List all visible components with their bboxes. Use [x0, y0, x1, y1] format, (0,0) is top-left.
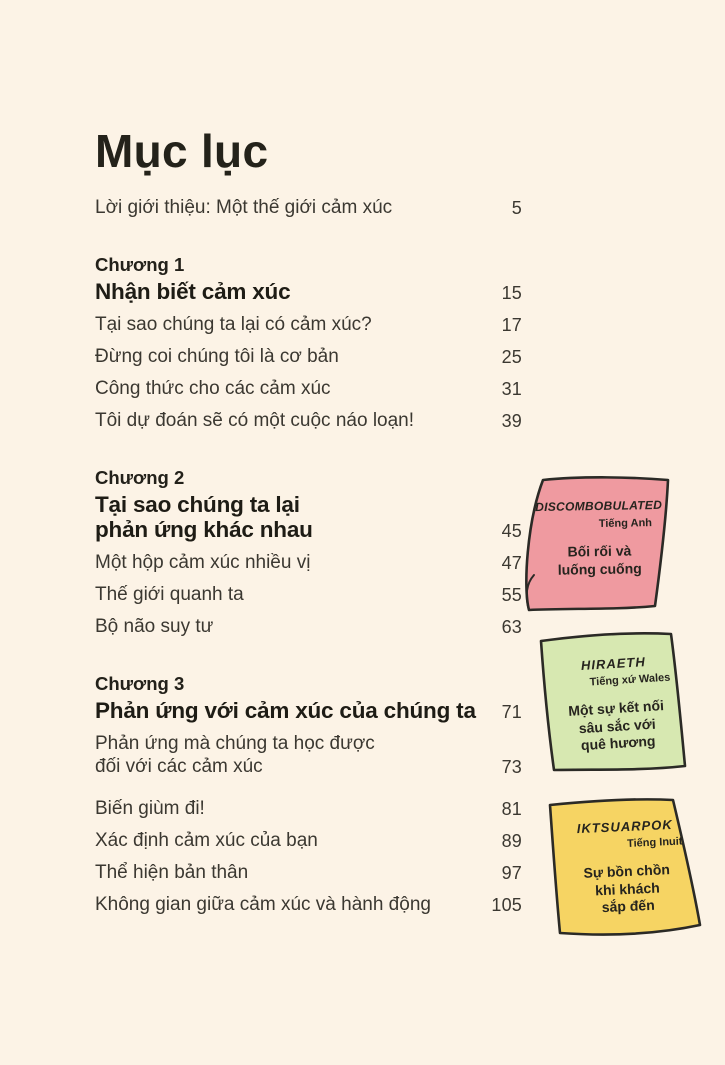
chapter-page-number: 45	[501, 521, 522, 541]
intro-label: Lời giới thiệu: Một thế giới cảm xúc	[95, 197, 393, 218]
entry-page-number: 31	[501, 379, 522, 399]
sticky-note-meaning: Một sự kết nối sâu sắc với quê hương	[567, 697, 665, 754]
toc-entry	[95, 615, 522, 638]
toc-entry	[95, 345, 522, 368]
sticky-note-word: DISCOMBOBULATED	[535, 497, 663, 515]
toc-entry	[95, 829, 522, 852]
entry-label: Biến giùm đi!	[95, 798, 205, 819]
toc-entry	[95, 551, 522, 574]
sticky-note-content	[548, 792, 703, 919]
entry-label: Công thức cho các cảm xúc	[95, 378, 331, 399]
entry-page-number: 55	[501, 585, 522, 605]
entry-label: Tôi dự đoán sẽ có một cuộc náo loạn!	[95, 410, 415, 431]
chapter-label: Chương 3	[95, 673, 185, 694]
chapter-title-row	[95, 698, 522, 723]
entry-page-number: 47	[501, 553, 522, 573]
entry-label: Không gian giữa cảm xúc và hành động	[95, 894, 431, 915]
chapter-title-line: phản ứng khác nhau	[95, 517, 313, 542]
entry-label: Thể hiện bản thân	[95, 862, 249, 883]
entry-page-number: 81	[501, 799, 522, 819]
entry-page-number: 17	[501, 315, 522, 335]
sticky-note-word: IKTSUARPOK	[576, 816, 673, 837]
chapter-page-number: 71	[501, 702, 522, 722]
entry-label-line: đối với các cảm xúc	[95, 756, 263, 777]
entry-page-number: 63	[501, 617, 522, 637]
entry-page-number: 97	[501, 863, 522, 883]
sticky-note-language: Tiếng Inuit	[626, 835, 683, 850]
chapter-label: Chương 2	[95, 467, 185, 488]
entry-label: Đừng coi chúng tôi là cơ bản	[95, 346, 339, 367]
table-of-contents	[95, 126, 522, 916]
page-title: Mục lục	[95, 125, 269, 177]
entry-label: Bộ não suy tư	[95, 616, 214, 637]
sticky-note-content	[537, 625, 692, 757]
entry-label-line: Phản ứng mà chúng ta học được	[95, 733, 375, 754]
toc-entry	[95, 313, 522, 336]
entry-page-number: 25	[501, 347, 522, 367]
chapter-title-line: Tại sao chúng ta lại	[95, 492, 300, 517]
toc-entry	[95, 409, 522, 432]
intro-page-number: 5	[511, 198, 522, 218]
toc-entry	[95, 732, 522, 778]
toc-entry	[95, 583, 522, 606]
toc-entry	[95, 377, 522, 400]
toc-entry	[95, 861, 522, 884]
chapter-title-row	[95, 279, 522, 304]
sticky-note-language: Tiếng xứ Wales	[589, 671, 671, 689]
entry-label: Tại sao chúng ta lại có cảm xúc?	[95, 314, 372, 335]
chapter-title: Phản ứng với cảm xúc của chúng ta	[95, 698, 476, 723]
entry-page-number: 105	[491, 895, 522, 915]
sticky-note-iktsuarpok	[545, 795, 703, 937]
chapter-section-1	[95, 254, 522, 432]
toc-entry	[95, 893, 522, 916]
sticky-note-language: Tiếng Anh	[598, 517, 653, 531]
sticky-note-discombobulated	[522, 474, 672, 614]
entry-page-number: 39	[501, 411, 522, 431]
intro-row	[95, 197, 522, 219]
chapter-title: Nhận biết cảm xúc	[95, 279, 291, 304]
sticky-note-hiraeth	[535, 629, 691, 775]
sticky-note-meaning: Bối rối và luống cuống	[557, 542, 642, 578]
chapter-label: Chương 1	[95, 254, 185, 275]
sticky-note-meaning: Sự bồn chồn khi khách sắp đến	[583, 861, 671, 916]
entry-label: Thế giới quanh ta	[95, 584, 244, 605]
entry-page-number: 89	[501, 831, 522, 851]
toc-entry	[95, 797, 522, 820]
sticky-note-content	[527, 473, 671, 579]
chapter-section-2	[95, 467, 522, 638]
entry-label: Một hộp cảm xúc nhiều vị	[95, 552, 311, 573]
entry-page-number: 73	[501, 757, 522, 777]
chapter-page-number: 15	[501, 283, 522, 303]
chapter-section-3	[95, 673, 522, 916]
entry-label: Xác định cảm xúc của bạn	[95, 830, 318, 851]
chapter-title-row	[95, 492, 522, 542]
sticky-note-word: HIRAETH	[580, 654, 647, 674]
